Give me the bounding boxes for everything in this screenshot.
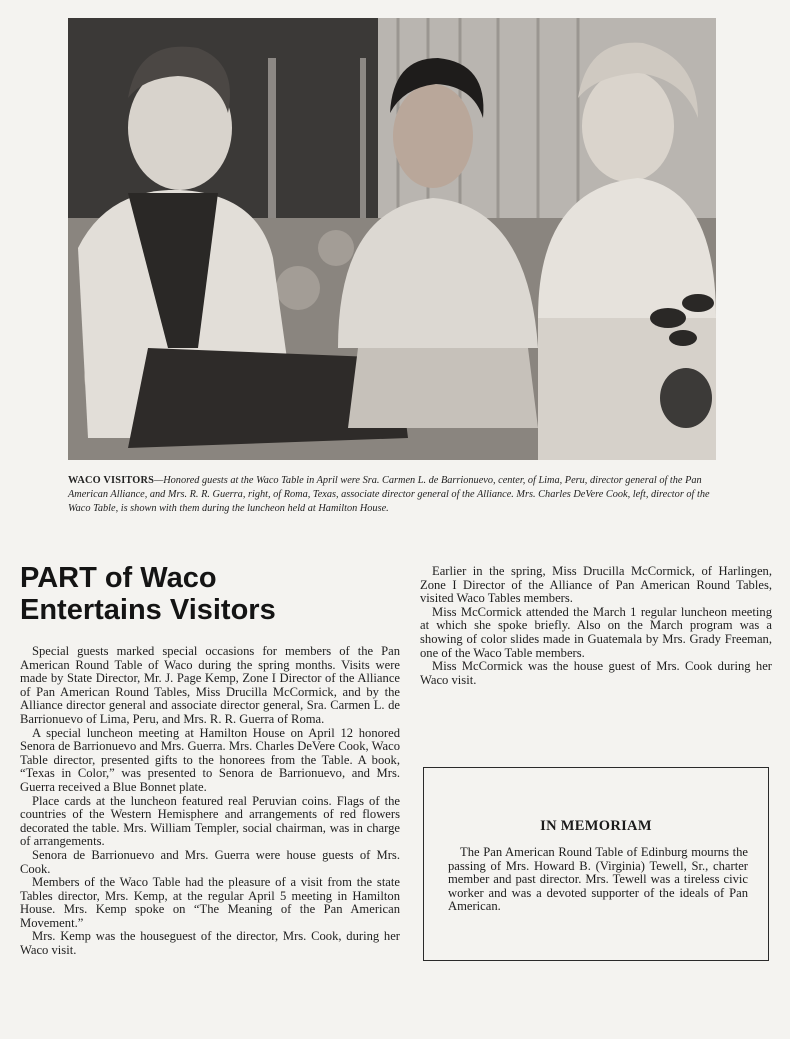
article-paragraph: Miss McCormick attended the March 1 regular luncheon meeting at which she spoke briefly. Also on the March program was a showing of color slides made in Guatemala by Mrs. Grady Freeman, one of the Waco Table members. — [420, 604, 772, 660]
article-paragraph: Mrs. Kemp was the houseguest of the director, Mrs. Cook, during her Waco visit. — [20, 929, 400, 958]
photo-illustration — [68, 18, 716, 460]
headline-line-1: PART of Waco — [20, 562, 217, 594]
memoriam-box — [423, 767, 769, 961]
article-paragraph: Miss McCormick was the house guest of Mrs. Cook during her Waco visit. — [420, 659, 772, 687]
article-paragraph: A special luncheon meeting at Hamilton House on April 12 honored Senora de Barrionuevo and Mrs. Guerra. Mrs. Charles DeVere Cook, Waco Table director, presented gifts to the honorees from the Table. A book, “Texas in Color,” was presented to Senora de Barrionuevo, and Mrs. Guerra received a Blue Bonnet plate. — [20, 725, 400, 794]
article-paragraph: Earlier in the spring, Miss Drucilla McCormick, of Harlingen, Zone I Director of the Alliance of Pan American Round Tables, visited Waco Tables members. — [420, 564, 772, 606]
article-paragraph: Senora de Barrionuevo and Mrs. Guerra were house guests of Mrs. Cook. — [20, 847, 400, 876]
article-headline — [20, 562, 400, 626]
memoriam-text: The Pan American Round Table of Edinburg mourns the passing of Mrs. Howard B. (Virginia) Tewell, Sr., charter member and past director. Mrs. Tewell was a tireless civic worker and was a devoted supporter of the ideals of Pan American. — [448, 845, 748, 914]
caption-lead: WACO VISITORS — [68, 475, 155, 486]
group-portrait-photo — [68, 18, 716, 460]
headline-line-2: Entertains Visitors — [20, 594, 276, 626]
memoriam-body — [448, 846, 748, 914]
memoriam-title: IN MEMORIAM — [540, 818, 652, 834]
article-paragraph: Members of the Waco Table had the pleasure of a visit from the state Tables director, Mrs. Kemp, at the regular April 5 meeting in Hamilton House. Mrs. Kemp spoke on “The Meaning of the Pan American Movement.” — [20, 875, 400, 930]
caption-text: —Honored guests at the Waco Table in April were Sra. Carmen L. de Barrionuevo, center, of Lima, Peru, director general of the Pan American Alliance, and Mrs. R. R. Guerra, right, of Roma, Texas, associate director general of the Alliance. Mrs. Charles DeVere Cook, left, director of the Waco Table, is shown with them during the luncheon held at Hamilton House. — [68, 475, 710, 514]
article-paragraph: Place cards at the luncheon featured real Peruvian coins. Flags of the countries of the Western Hemisphere and arrangements of red flowers decorated the table. Mrs. William Templer, social chairman, was in charge of arrangements. — [20, 793, 400, 849]
article-column-right — [420, 565, 772, 687]
photo-caption — [68, 474, 718, 516]
article-column-left — [20, 645, 400, 958]
article-paragraph: Special guests marked special occasions for members of the Pan American Round Table of Waco during the spring months. Visits were made by State Director, Mr. J. Page Kemp, Zone I Director of the Alliance of Pan American Round Tables, Miss Drucilla McCormick, and by the Alliance director general and associate director general, Sra. Carmen L. de Barrionuevo of Lima, Peru, and Mrs. R. R. Guerra of Roma. — [20, 644, 400, 726]
